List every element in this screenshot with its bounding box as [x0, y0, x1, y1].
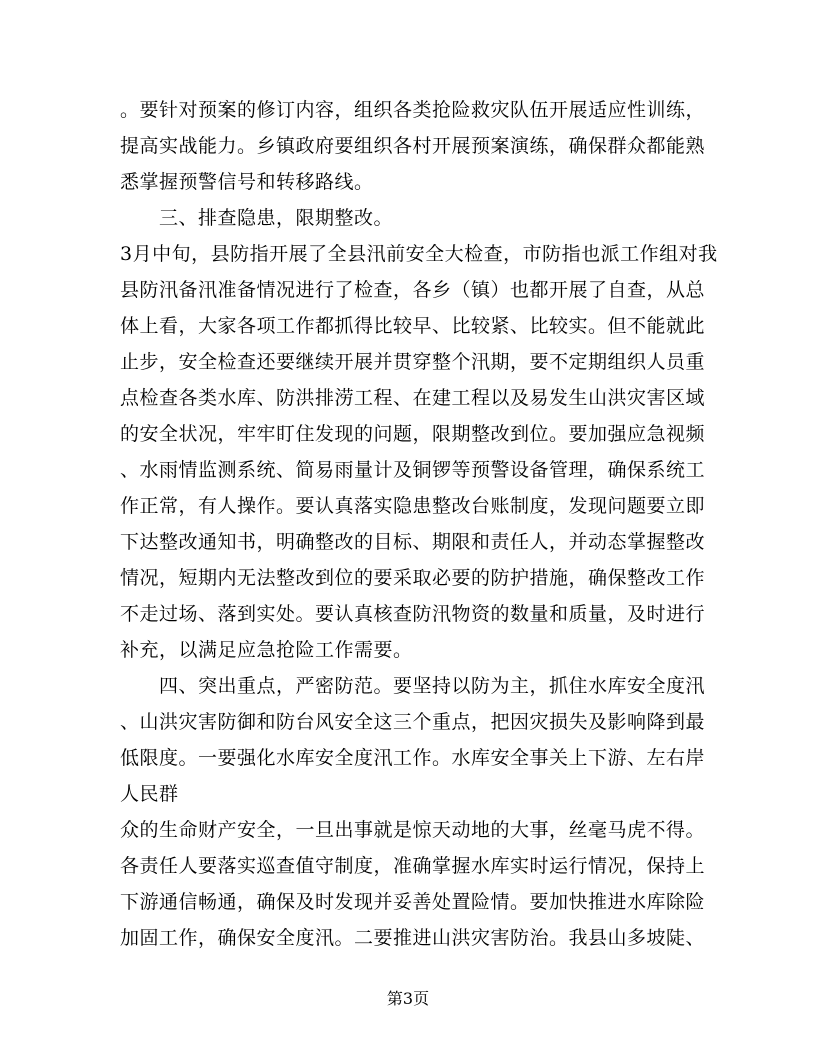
body-line: 人民群 — [120, 783, 179, 805]
body-line: 3月中旬，县防指开展了全县汛前安全大检查，市防指也派工作组对我 — [120, 243, 718, 265]
body-line: 不走过场、落到实处。要认真核查防汛物资的数量和质量，及时进行 — [120, 603, 706, 625]
body-line: 众的生命财产安全，一旦出事就是惊天动地的大事，丝毫马虎不得。 — [120, 819, 706, 841]
body-line: 止步，安全检查还要继续开展并贯穿整个汛期，要不定期组织人员重 — [120, 351, 706, 373]
body-line: 下达整改通知书，明确整改的目标、期限和责任人，并动态掌握整改 — [120, 531, 706, 553]
body-line: 悉掌握预警信号和转移路线。 — [120, 171, 374, 193]
page-number: 第3页 — [386, 989, 430, 1008]
body-line: 补充，以满足应急抢险工作需要。 — [120, 639, 413, 661]
body-line: 点检查各类水库、防洪排涝工程、在建工程以及易发生山洪灾害区域 — [120, 387, 706, 409]
body-line: 各责任人要落实巡查值守制度，准确掌握水库实时运行情况，保持上 — [120, 855, 706, 877]
body-line: 作正常，有人操作。要认真落实隐患整改台账制度，发现问题要立即 — [120, 495, 706, 517]
body-line: 、水雨情监测系统、简易雨量计及铜锣等预警设备管理，确保系统工 — [120, 459, 706, 481]
section-heading: 四、突出重点，严密防范。要坚持以防为主，抓住水库安全度汛 — [120, 675, 706, 697]
body-line: 体上看，大家各项工作都抓得比较早、比较紧、比较实。但不能就此 — [120, 315, 706, 337]
body-line: 情况，短期内无法整改到位的要采取必要的防护措施，确保整改工作 — [120, 567, 706, 589]
body-line: 加固工作，确保安全度汛。二要推进山洪灾害防治。我县山多坡陡、 — [120, 927, 706, 949]
body-line: 的安全状况，牢牢盯住发现的问题，限期整改到位。要加强应急视频 — [120, 423, 706, 445]
body-line: 提高实战能力。乡镇政府要组织各村开展预案演练，确保群众都能熟 — [120, 135, 706, 157]
body-line: 低限度。一要强化水库安全度汛工作。水库安全事关上下游、左右岸 — [120, 747, 706, 769]
section-heading: 三、排查隐患，限期整改。 — [120, 207, 394, 229]
body-line: 。要针对预案的修订内容，组织各类抢险救灾队伍开展适应性训练， — [120, 99, 706, 121]
body-line: 县防汛备汛准备情况进行了检查，各乡（镇）也都开展了自查，从总 — [120, 279, 706, 301]
body-line: 下游通信畅通，确保及时发现并妥善处置险情。要加快推进水库除险 — [120, 891, 706, 913]
body-line: 、山洪灾害防御和防台风安全这三个重点，把因灾损失及影响降到最 — [120, 711, 706, 733]
